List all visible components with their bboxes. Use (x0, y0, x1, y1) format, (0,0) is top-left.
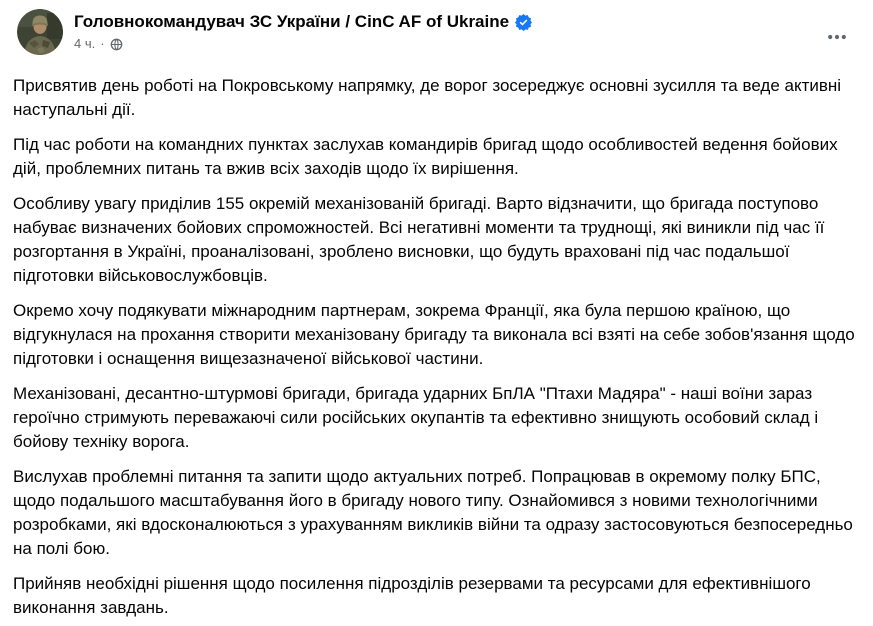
public-globe-icon (110, 38, 123, 51)
verified-badge-icon (515, 14, 532, 31)
post-paragraph: Окремо хочу подякувати міжнародним партнерам, зокрема Франції, яка була першою країною, що відгукнулася на прохання створити механізовану бригаду та виконала всі взяті на себе зобов'язання щодо підготовки і оснащення вищезазначеної військової частини. (13, 301, 860, 368)
author-name-link[interactable]: Головнокомандувач ЗС України / CinC AF of Ukraine (74, 12, 510, 31)
soldier-avatar-image (17, 9, 63, 55)
post-paragraph: Під час роботи на командних пунктах заслухав командирів бригад щодо особливостей ведення бойових дій, проблемних питань та вжив всіх заходів щодо їх вирішення. (13, 135, 843, 178)
header-texts (74, 9, 532, 52)
post-paragraph: Присвятив день роботі на Покровському напрямку, де ворог зосереджує основні зусилля та веде активні наступальні дії. (13, 76, 846, 119)
meta-separator: · (100, 36, 105, 51)
avatar[interactable] (17, 9, 63, 55)
post-content (0, 55, 873, 620)
post-paragraph: Вислухав проблемні питання та запити щодо актуальних потреб. Попрацював в окремому полку БПС, щодо подальшого масштабування його в бригаду нового типу. Ознайомився з новими технологічними розробками, які вдосконалюються з урахуванням викликів війни та одразу застосовуються безпосередньо на полі бою. (13, 467, 858, 558)
post-paragraph: Особливу увагу приділив 155 окремій механізованій бригаді. Варто відзначити, що бригада поступово набуває визначених бойових спроможностей. Всі негативні моменти та труднощі, які виникли під час її розгортання в Україні, проаналізовані, зроблено висновки, що будуть враховані під час подальшої підготовки військовослужбовців. (13, 194, 830, 285)
post-paragraph: Прийняв необхідні рішення щодо посилення підрозділів резервами та ресурсами для ефективнішого виконання завдань. (13, 574, 816, 617)
post-meta (74, 36, 532, 52)
more-options-icon (827, 27, 847, 50)
post-paragraph: Механізовані, десантно-штурмові бригади, бригада ударних БпЛА "Птахи Мадяра" - наші воїни зараз героїчно стримують переважаючі сили російських окупантів та ефективно знищують особовий склад і бойову техніку ворога. (13, 384, 823, 451)
author-row (74, 11, 532, 32)
timestamp-link[interactable]: 4 ч. (74, 36, 96, 51)
post-header (0, 0, 873, 55)
post-menu-button[interactable] (821, 22, 853, 54)
